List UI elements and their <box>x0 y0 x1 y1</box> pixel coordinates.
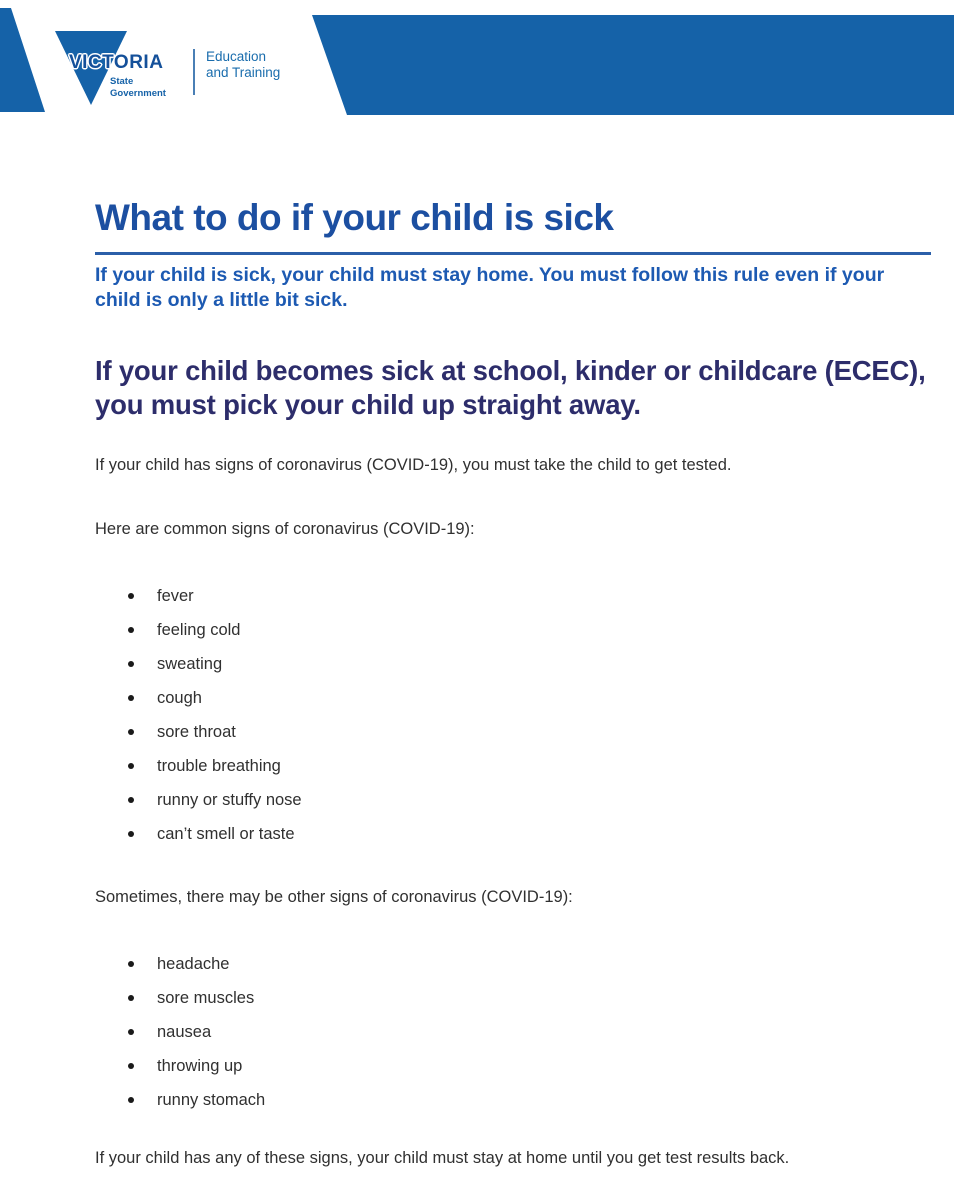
paragraph-other-signs-intro: Sometimes, there may be other signs of coronavirus (COVID-19): <box>95 888 573 907</box>
other-signs-list <box>95 954 931 1110</box>
list-item: headache <box>95 954 931 974</box>
list-item: nausea <box>95 1022 931 1042</box>
document-body <box>0 197 954 1169</box>
list-item: trouble breathing <box>95 756 931 776</box>
list-item: sore muscles <box>95 988 931 1008</box>
department-name <box>206 49 280 82</box>
logo-wordmark: VICTORIA <box>69 52 164 73</box>
paragraph-get-tested: If your child has signs of coronavirus (COVID-19), you must take the child to get tested. <box>95 455 732 474</box>
closing-paragraph: If your child has any of these signs, your child must stay at home until you get test results back. <box>95 1149 790 1168</box>
title-rule <box>95 252 931 255</box>
header-right-band-shape <box>312 15 954 115</box>
document-header <box>0 0 954 130</box>
list-item: runny stomach <box>95 1090 931 1110</box>
list-item: sore throat <box>95 722 931 742</box>
department-line2: and Training <box>206 65 281 81</box>
logo-tagline-line1: State <box>110 76 134 87</box>
department-line1: Education <box>206 49 267 64</box>
victoria-state-government-logo <box>0 0 300 130</box>
logo-tagline-line2: Government <box>110 87 166 99</box>
lead-paragraph: If your child is sick, your child must stay home. You must follow this rule even if your child is only a little bit sick. <box>95 263 885 312</box>
list-item: runny or stuffy nose <box>95 790 931 810</box>
paragraph-common-signs-intro: Here are common signs of coronavirus (COVID-19): <box>95 520 475 539</box>
list-item: feeling cold <box>95 620 931 640</box>
list-item: fever <box>95 586 931 606</box>
list-item: cough <box>95 688 931 708</box>
section-heading: If your child becomes sick at school, kinder or childcare (ECEC), you must pick your child up straight away. <box>95 355 926 420</box>
list-item: can’t smell or taste <box>95 824 931 844</box>
logo-tagline <box>110 76 166 100</box>
list-item: throwing up <box>95 1056 931 1076</box>
list-item: sweating <box>95 654 931 674</box>
logo-divider <box>193 49 195 95</box>
page-title: What to do if your child is sick <box>95 197 614 238</box>
common-signs-list <box>95 586 931 844</box>
